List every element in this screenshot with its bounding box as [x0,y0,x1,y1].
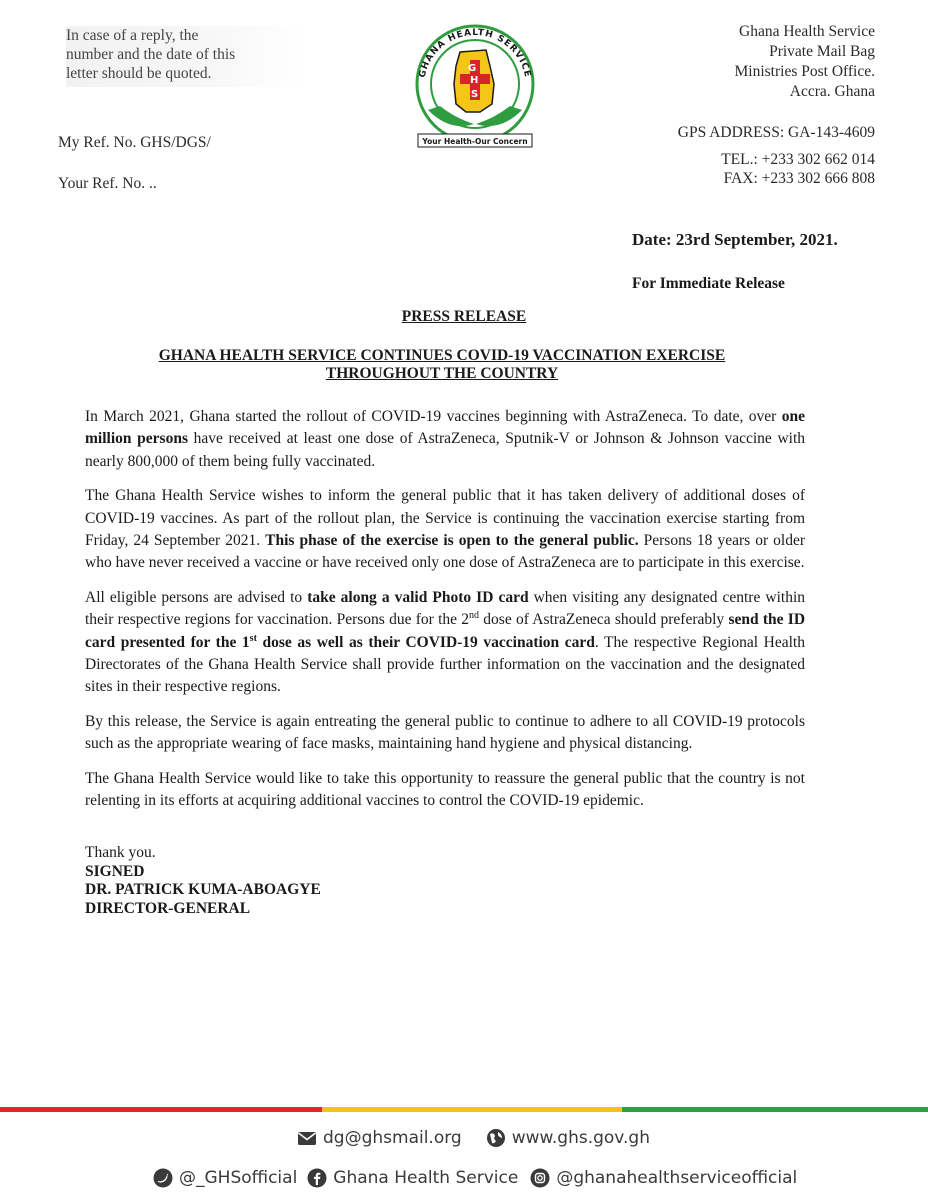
text-run: send the ID card presented for the 1 [85,611,806,651]
contact-numbers [721,150,875,188]
closing: Thank you. [85,844,156,861]
facebook-page-link[interactable]: Ghana Health Service [333,1168,519,1188]
my-ref: My Ref. No. GHS/DGS/ [58,134,211,151]
release-type: For Immediate Release [632,275,785,292]
bold-run: This phase of the exercise is open to the general public. [265,532,639,550]
release-date: Date: 23rd September, 2021. [632,230,838,249]
text-run: The Ghana Health Service wishes to inform the general public that it has taken delivery of additional doses of COVID-19 vaccines. As part of the rollout plan, the Service is continuing the vaccination exercise starting from Friday, 24 September 2021. [85,487,805,550]
logo-letter-h: H [470,75,479,86]
facebook-icon [307,1168,327,1188]
twitter-handle-link[interactable]: @_GHSofficial [179,1168,298,1188]
paragraph-3 [85,587,805,699]
document-title: PRESS RELEASE [401,308,527,325]
instagram-handle-link[interactable]: @ghanahealthserviceofficial [556,1168,798,1188]
address-line: Accra. Ghana [789,83,875,100]
website-link[interactable]: www.ghs.gov.gh [511,1128,651,1148]
reply-note-line: In case of a reply, the [66,27,199,44]
logo-letter-s: S [471,89,479,100]
paragraph-2 [85,485,805,575]
text-run: have received at least one dose of AstraZeneca, Sputnik-V or Johnson & Johnson vaccine with nearly 800,000 of them being fully vaccinated. [85,430,805,470]
flag-stripes [0,1107,928,1112]
text-run: when visiting any designated centre within their respective regions for vaccination. Persons due for the 2 [85,588,805,629]
headline [84,347,800,383]
red-stripe [0,1107,322,1112]
logo-tagline: Your Health-Our Concern [422,137,528,146]
superscript: st [249,632,257,644]
signatory-position: DIRECTOR-GENERAL [85,899,251,917]
tel-number: TEL.: +233 302 662 014 [721,151,875,168]
globe-icon [486,1128,506,1148]
reply-note-line: letter should be quoted. [66,65,212,82]
text-run: All eligible persons are advised to [85,588,308,606]
superscript: nd [469,610,480,622]
ghs-emblem [410,14,540,150]
signed-label: SIGNED [85,862,145,880]
address-line: Private Mail Bag [769,43,875,60]
bold-run: take along a valid Photo ID card [307,588,529,606]
press-release-body [85,406,805,825]
green-stripe [622,1107,928,1112]
headline-line: GHANA HEALTH SERVICE CONTINUES COVID-19 VACCINATION EXERCISE [158,347,726,364]
footer-contacts-row-2 [153,1168,797,1188]
fax-number: FAX: +233 302 666 808 [723,170,875,187]
your-ref: Your Ref. No. .. [58,175,157,192]
address-line: Ghana Health Service [739,23,875,40]
address-line: Ministries Post Office. [734,63,875,80]
text-run: dose as well as their COVID-19 vaccination card [256,633,595,651]
postal-address [735,22,876,102]
footer-contacts-row-1 [297,1128,650,1148]
signatory-name: DR. PATRICK KUMA-ABOAGYE [85,881,321,898]
bold-run: one million persons [85,408,805,448]
text-run: dose of AstraZeneca should preferably [479,611,729,629]
yellow-stripe [322,1107,622,1112]
reply-note [66,26,305,87]
text-run: Persons 18 years or older who have never received a vaccine or have received only one dose of AstraZeneca are to participate in this exercise. [85,532,805,572]
email-icon [297,1131,317,1146]
headline-line: THROUGHOUT THE COUNTRY [325,365,559,382]
instagram-icon [530,1168,550,1188]
reply-note-line: number and the date of this [66,46,236,63]
paragraph-5: The Ghana Health Service would like to take this opportunity to reassure the general public that the country is not relenting in its efforts at acquiring additional vaccines to control the COVID-19 epidemic. [85,769,805,810]
signature-block [85,844,321,918]
ghs-logo [410,14,540,150]
paragraph-1 [85,406,805,473]
twitter-icon [153,1168,173,1188]
logo-arc-text: GHANA HEALTH SERVICE [417,27,533,79]
logo-letter-g: G [468,63,477,74]
paragraph-4: By this release, the Service is again entreating the general public to continue to adhere to all COVID-19 protocols such as the appropriate wearing of face masks, maintaining hand hygiene and physical distancing. [85,712,805,753]
email-link[interactable]: dg@ghsmail.org [323,1128,462,1148]
text-run: In March 2021, Ghana started the rollout of COVID-19 vaccines beginning with AstraZeneca. To date, over [85,408,782,425]
text-run: . The respective Regional Health Directorates of the Ghana Health Service shall provide further information on the vaccination and the designated sites in their respective regions. [85,633,805,696]
gps-address: GPS ADDRESS: GA-143-4609 [677,124,875,141]
